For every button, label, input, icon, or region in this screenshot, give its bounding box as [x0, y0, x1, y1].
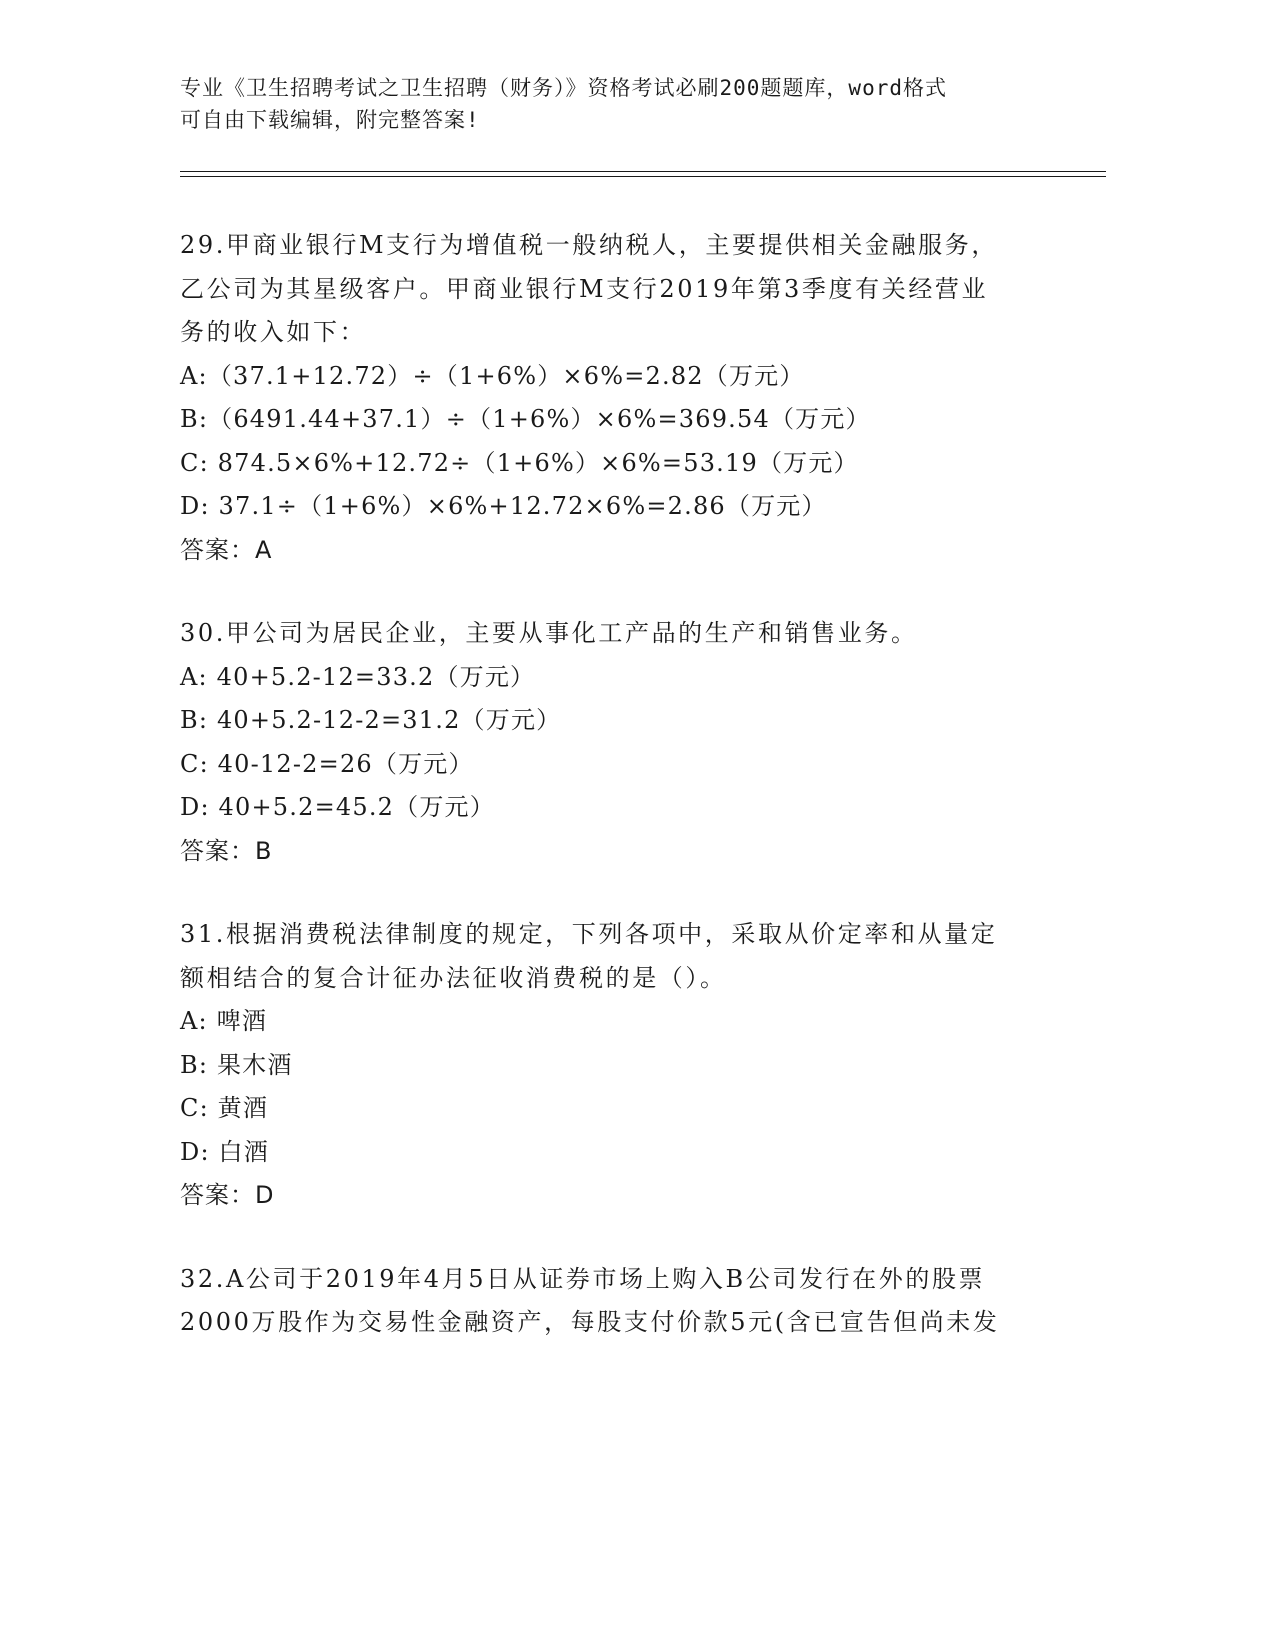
option-d: D: 40+5.2=45.2（万元）	[180, 793, 495, 821]
question-text-line: 2000万股作为交易性金融资产，每股支付价款5元(含已宣告但尚未发	[180, 1308, 1000, 1336]
document-header	[180, 72, 1060, 136]
header-line-1: 专业《卫生招聘考试之卫生招聘（财务）》资格考试必刷200题题库，word格式	[180, 76, 947, 100]
question-text-line: 乙公司为其星级客户。甲商业银行M支行2019年第3季度有关经营业	[180, 274, 989, 303]
answer-label: 答案：D	[180, 1181, 275, 1209]
option-c: C: 874.5×6%+12.72÷（1+6%）×6%=53.19（万元）	[180, 448, 859, 477]
question-text-line: 额相结合的复合计征办法征收消费税的是（）。	[180, 963, 727, 992]
answer-label: 答案：B	[180, 836, 273, 865]
question-text-line: 31.根据消费税法律制度的规定，下列各项中，采取从价定率和从量定	[180, 920, 998, 948]
question-29	[180, 224, 1080, 572]
option-c: C: 40-12-2=26（万元）	[180, 749, 474, 778]
question-text-line: 30.甲公司为居民企业，主要从事化工产品的生产和销售业务。	[180, 619, 918, 647]
option-a: A: 40+5.2-12=33.2（万元）	[180, 662, 536, 691]
question-text-line: 29.甲商业银行M支行为增值税一般纳税人，主要提供相关金融服务，	[180, 231, 998, 259]
header-divider-bottom	[180, 176, 1106, 177]
header-divider-top	[180, 171, 1106, 172]
option-c: C: 黄酒	[180, 1094, 269, 1122]
option-b: B: 40+5.2-12-2=31.2（万元）	[180, 706, 562, 734]
header-line-2: 可自由下载编辑，附完整答案!	[180, 108, 480, 132]
question-32	[180, 1258, 1080, 1345]
question-30	[180, 612, 1080, 873]
option-a: A: 啤酒	[180, 1007, 268, 1035]
option-b: B: 果木酒	[180, 1050, 293, 1079]
option-b: B:（6491.44+37.1）÷（1+6%）×6%=369.54（万元）	[180, 405, 871, 433]
question-list	[180, 224, 1080, 1385]
answer-label: 答案：A	[180, 535, 273, 564]
question-text-line: 务的收入如下：	[180, 318, 367, 346]
option-d: D: 白酒	[180, 1137, 269, 1166]
question-text-line: 32.A公司于2019年4月5日从证券市场上购入B公司发行在外的股票	[180, 1264, 986, 1293]
question-31	[180, 913, 1080, 1218]
option-a: A:（37.1+12.72）÷（1+6%）×6%=2.82（万元）	[180, 361, 805, 390]
option-d: D: 37.1÷（1+6%）×6%+12.72×6%=2.86（万元）	[180, 492, 827, 520]
